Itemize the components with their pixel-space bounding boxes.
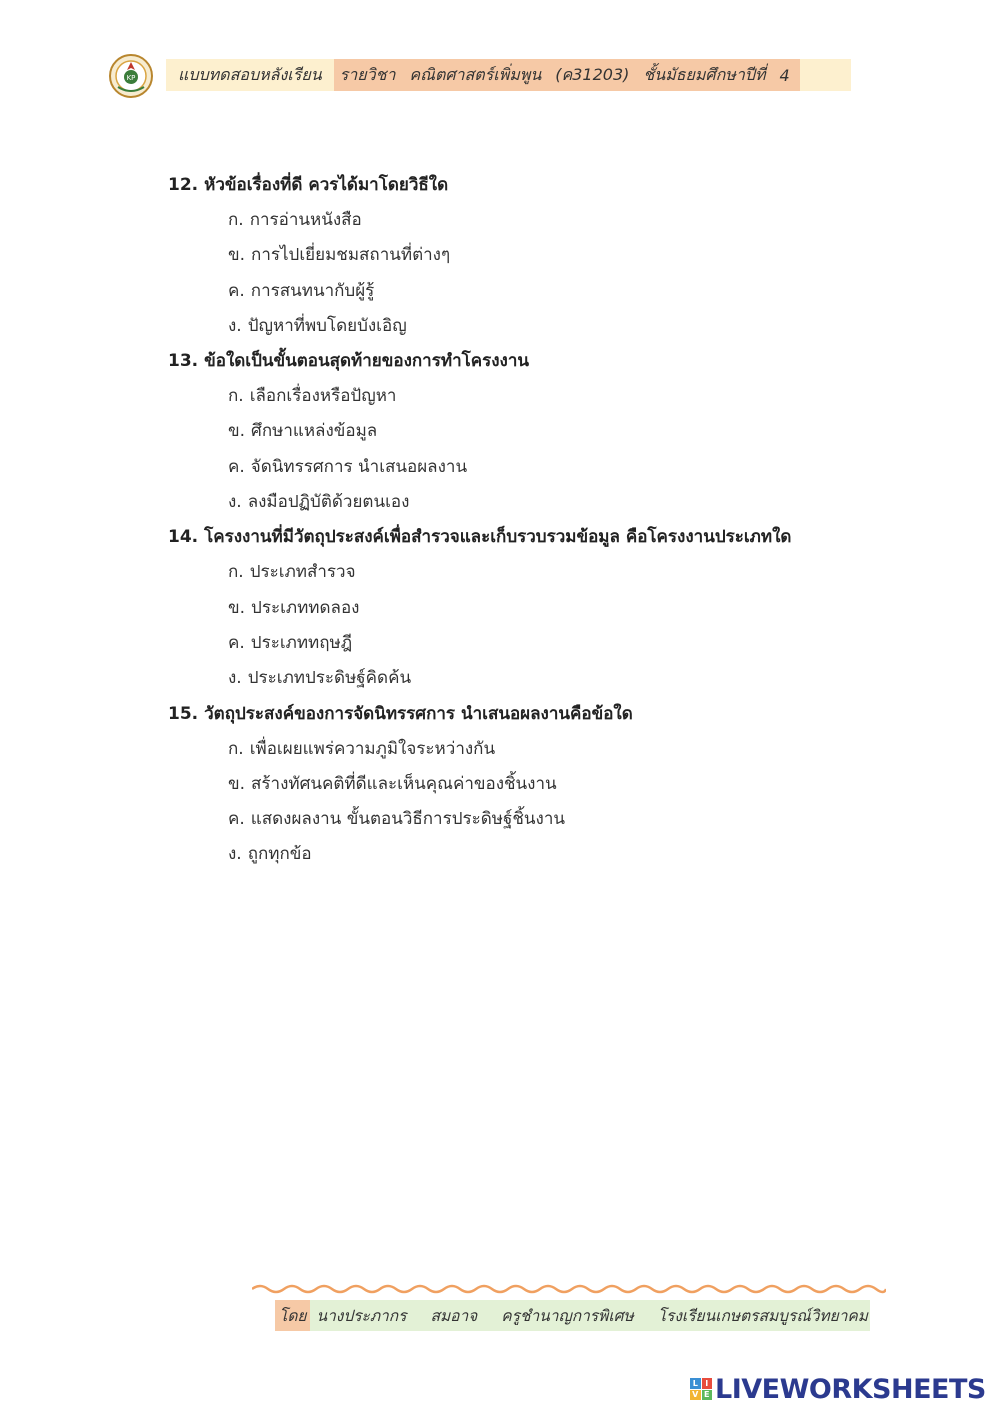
choice-text: เลือกเรื่องหรือปัญหา bbox=[249, 386, 397, 407]
header-band bbox=[166, 59, 851, 91]
choice-label: ข. bbox=[228, 597, 246, 618]
header-test-title-text: แบบทดสอบหลังเรียน bbox=[178, 64, 322, 84]
header-subject-label: รายวิชา bbox=[339, 64, 396, 84]
liveworksheets-icon bbox=[690, 1378, 712, 1400]
choice-label: ก. bbox=[228, 210, 244, 230]
lw-icon-i: I bbox=[702, 1378, 713, 1389]
choice-text: ถูกทุกข้อ bbox=[247, 844, 312, 865]
choice-label: ง. bbox=[228, 315, 242, 336]
choice-text: ประเภททฤษฎี bbox=[250, 632, 353, 653]
choice-label: ก. bbox=[228, 386, 244, 407]
choice-label: ก. bbox=[228, 738, 244, 759]
choice-text: การอ่านหนังสือ bbox=[249, 210, 362, 230]
question-title bbox=[168, 346, 948, 381]
question-13 bbox=[168, 346, 948, 522]
choice-label: ค. bbox=[228, 632, 245, 653]
svg-text:KP: KP bbox=[126, 74, 136, 82]
footer-credit bbox=[275, 1300, 870, 1331]
choice-text: ประเภทสำรวจ bbox=[249, 562, 356, 583]
question-title bbox=[168, 522, 948, 557]
choice-text: สร้างทัศนคติที่ดีและเห็นคุณค่าของชิ้นงาน bbox=[251, 773, 557, 794]
choice-label: ง. bbox=[228, 668, 242, 689]
header-subject-code: (ค31203) bbox=[555, 64, 630, 84]
choice-option[interactable] bbox=[168, 593, 948, 628]
choice-option[interactable] bbox=[168, 452, 948, 487]
choice-option[interactable] bbox=[168, 804, 948, 839]
choice-option[interactable] bbox=[168, 381, 948, 416]
question-text: หัวข้อเรื่องที่ดี ควรได้มาโดยวิธีใด bbox=[204, 175, 449, 195]
lw-icon-l: L bbox=[690, 1378, 701, 1389]
question-title bbox=[168, 699, 948, 734]
liveworksheets-brand: LIVEWORKSHEETS bbox=[715, 1373, 986, 1405]
question-text: วัตถุประสงค์ของการจัดนิทรรศการ นำเสนอผลงานคือข้อใด bbox=[204, 703, 633, 724]
choice-option[interactable] bbox=[168, 205, 948, 240]
choice-option[interactable] bbox=[168, 734, 948, 769]
choice-text: จัดนิทรรศการ นำเสนอผลงาน bbox=[250, 456, 468, 477]
choice-label: ค. bbox=[228, 809, 245, 830]
question-15 bbox=[168, 699, 948, 875]
choice-label: ง. bbox=[228, 844, 242, 865]
school-logo bbox=[108, 53, 154, 99]
header-band-tail bbox=[800, 59, 851, 91]
choice-option[interactable] bbox=[168, 557, 948, 592]
header-level-number: 4 bbox=[779, 65, 790, 85]
footer-by-text: โดย bbox=[279, 1307, 307, 1325]
question-text: โครงงานที่มีวัตถุประสงค์เพื่อสำรวจและเก็บรวบรวมข้อมูล คือโครงงานประเภทใด bbox=[204, 527, 792, 548]
question-12 bbox=[168, 170, 948, 346]
footer-surname: สมอาจ bbox=[430, 1307, 478, 1325]
header-test-title bbox=[166, 59, 334, 91]
lw-icon-v: V bbox=[690, 1390, 701, 1401]
question-text: ข้อใดเป็นขั้นตอนสุดท้ายของการทำโครงงาน bbox=[204, 351, 530, 372]
choice-option[interactable] bbox=[168, 487, 948, 522]
choice-text: ประเภททดลอง bbox=[251, 597, 360, 618]
choice-text: ประเภทประดิษฐ์คิดค้น bbox=[247, 668, 412, 689]
question-number: 15. bbox=[168, 703, 199, 724]
choice-text: ลงมือปฏิบัติด้วยตนเอง bbox=[247, 492, 410, 513]
footer-author-info bbox=[310, 1300, 870, 1331]
choice-label: ข. bbox=[228, 421, 246, 442]
choice-option[interactable] bbox=[168, 628, 948, 663]
lw-icon-e: E bbox=[702, 1390, 713, 1401]
choice-label: ก. bbox=[228, 562, 244, 583]
choice-option[interactable] bbox=[168, 276, 948, 311]
footer-school: โรงเรียนเกษตรสมบูรณ์วิทยาคม bbox=[657, 1307, 869, 1325]
footer-by bbox=[275, 1300, 310, 1331]
footer-name: นางประภากร bbox=[316, 1307, 407, 1325]
choice-label: ข. bbox=[228, 245, 246, 266]
choice-text: การสนทนากับผู้รู้ bbox=[250, 280, 375, 301]
choice-text: เพื่อเผยแพร่ความภูมิใจระหว่างกัน bbox=[249, 738, 496, 759]
choice-text: ศึกษาแหล่งข้อมูล bbox=[251, 421, 378, 442]
header-subject-name: คณิตศาสตร์เพิ่มพูน bbox=[409, 64, 542, 84]
question-number: 12. bbox=[168, 175, 199, 195]
choice-option[interactable] bbox=[168, 839, 948, 874]
choice-text: การไปเยี่ยมชมสถานที่ต่างๆ bbox=[251, 245, 451, 266]
choice-option[interactable] bbox=[168, 311, 948, 346]
header-level: ชั้นมัธยมศึกษาปีที่ bbox=[643, 64, 766, 84]
liveworksheets-watermark bbox=[690, 1372, 986, 1406]
footer-position: ครูชำนาญการพิเศษ bbox=[501, 1307, 634, 1325]
question-title bbox=[168, 170, 948, 205]
choice-label: ง. bbox=[228, 492, 242, 513]
wave-divider bbox=[252, 1280, 886, 1292]
choice-text: แสดงผลงาน ขั้นตอนวิธีการประดิษฐ์ชิ้นงาน bbox=[250, 809, 566, 830]
choice-option[interactable] bbox=[168, 663, 948, 698]
choice-label: ค. bbox=[228, 456, 245, 477]
header-subject bbox=[334, 59, 800, 91]
question-number: 13. bbox=[168, 351, 199, 372]
choice-label: ข. bbox=[228, 773, 246, 794]
choice-text: ปัญหาที่พบโดยบังเอิญ bbox=[247, 315, 407, 336]
choice-option[interactable] bbox=[168, 240, 948, 275]
choice-label: ค. bbox=[228, 280, 245, 301]
question-14 bbox=[168, 522, 948, 698]
choice-option[interactable] bbox=[168, 769, 948, 804]
question-number: 14. bbox=[168, 527, 199, 548]
choice-option[interactable] bbox=[168, 416, 948, 451]
question-list bbox=[168, 170, 948, 875]
